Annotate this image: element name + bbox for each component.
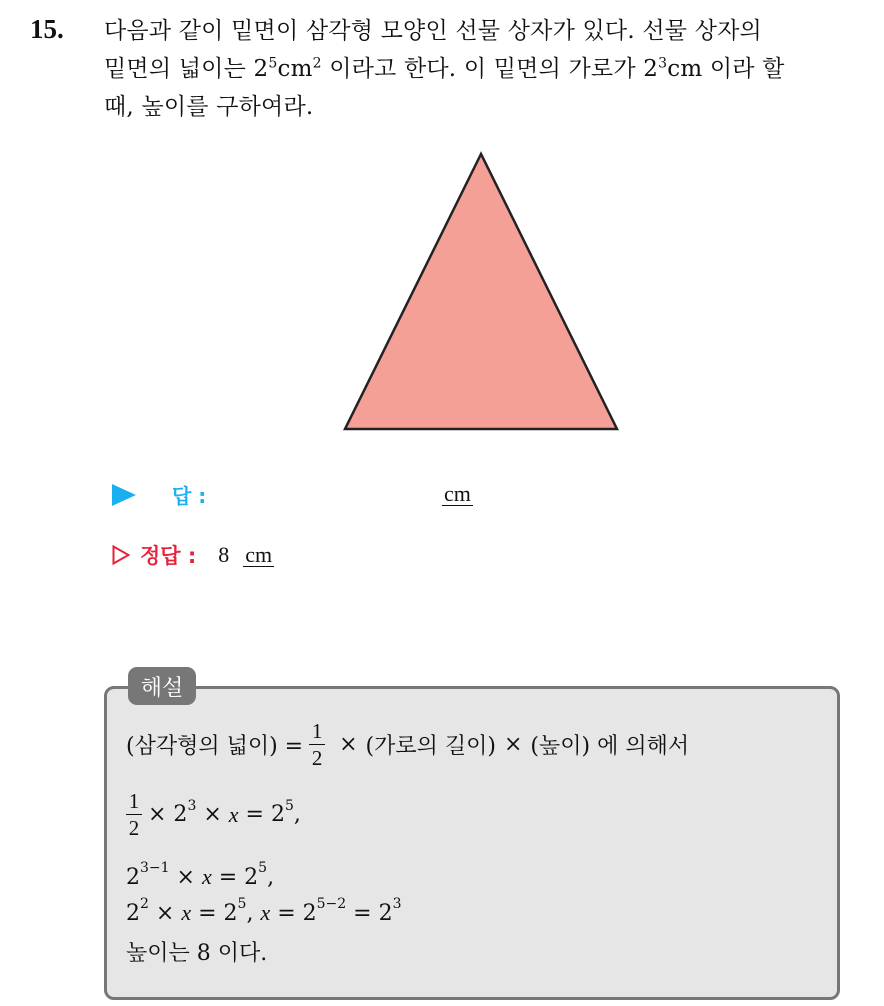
math-segment: = 2 (270, 900, 317, 926)
math-segment: = 2 (238, 802, 285, 827)
play-arrow-icon (112, 484, 136, 506)
answer-unit: cm (444, 481, 471, 506)
times-sign: × (503, 732, 523, 757)
math-segment: = 2 (346, 900, 393, 926)
math-unit: cm (667, 56, 703, 82)
math-exponent: 3 (187, 797, 197, 814)
math-exponent: 3−1 (140, 860, 170, 876)
correct-answer-label: 정답 : (140, 544, 197, 568)
math-base: 2 (126, 864, 140, 890)
math-variable: x (228, 801, 239, 827)
fraction-bar (126, 814, 142, 815)
text-segment: 이라 할 (702, 56, 785, 82)
answer-label: 답 : (172, 484, 207, 508)
fraction-bar (309, 744, 325, 745)
triangle-shape (345, 154, 617, 429)
math-segment: × (169, 864, 202, 890)
solution-tag: 해설 (128, 667, 196, 705)
math-variable: x (260, 900, 271, 925)
outline-arrow-icon (112, 545, 130, 565)
math-segment: = 2 (211, 864, 259, 890)
fraction-denominator: 2 (311, 746, 323, 770)
fraction (126, 790, 142, 839)
math-exponent: 2 (312, 55, 322, 72)
math-segment: × 2 (148, 802, 188, 827)
math-variable: x (201, 864, 212, 889)
math-segment: , (267, 864, 275, 890)
solution-line-1 (126, 720, 689, 769)
math-exponent: 5 (268, 55, 278, 72)
question-number: 15. (30, 14, 64, 44)
correct-answer-value: 8 (218, 542, 230, 567)
math-exponent: 5 (284, 797, 294, 814)
solution-line-5 (126, 936, 267, 967)
math-exponent: 5 (258, 860, 268, 876)
math-base: 2 (126, 900, 140, 926)
fraction (309, 720, 325, 769)
solution-line-2 (126, 790, 301, 839)
math-exponent: 5 (237, 896, 247, 912)
text-segment: 밑면의 넓이는 (104, 56, 254, 82)
math-segment: = 2 (191, 900, 238, 926)
solution-line-3 (126, 860, 275, 890)
text-segment: 이라고 한다. 이 밑면의 가로가 (321, 56, 644, 82)
math-exponent: 3 (392, 896, 402, 912)
math-unit: cm (277, 56, 313, 82)
text-segment: (가로의 길이) (365, 734, 496, 759)
math-segment: , (293, 802, 301, 827)
question-line-2 (104, 50, 864, 88)
text-segment: (삼각형의 넓이) = (126, 734, 304, 759)
triangle-figure (340, 150, 624, 436)
math-base: 2 (253, 56, 269, 82)
question-text (104, 12, 864, 126)
question-line-3: 때, 높이를 구하여라. (104, 94, 314, 120)
math-segment: × (148, 900, 182, 926)
question-line-1: 다음과 같이 밑면이 삼각형 모양인 선물 상자가 있다. 선물 상자의 (104, 18, 762, 44)
text-segment: (높이) 에 의해서 (530, 734, 690, 759)
math-segment: , (246, 900, 261, 926)
answer-row (112, 480, 473, 509)
math-base: 2 (643, 56, 659, 82)
math-exponent: 3 (658, 55, 668, 72)
fraction-denominator: 2 (128, 816, 140, 840)
solution-line-4 (126, 896, 402, 926)
correct-answer-row (112, 540, 274, 570)
fraction-numerator: 1 (128, 789, 140, 813)
math-exponent: 5−2 (316, 896, 347, 912)
fraction-numerator: 1 (311, 719, 323, 743)
math-segment: × (196, 802, 229, 827)
correct-answer-unit: cm (245, 541, 273, 567)
math-variable: x (181, 900, 192, 925)
times-sign: × (339, 732, 358, 757)
math-exponent: 2 (140, 896, 149, 912)
text-segment: 높이는 8 이다. (126, 941, 268, 966)
